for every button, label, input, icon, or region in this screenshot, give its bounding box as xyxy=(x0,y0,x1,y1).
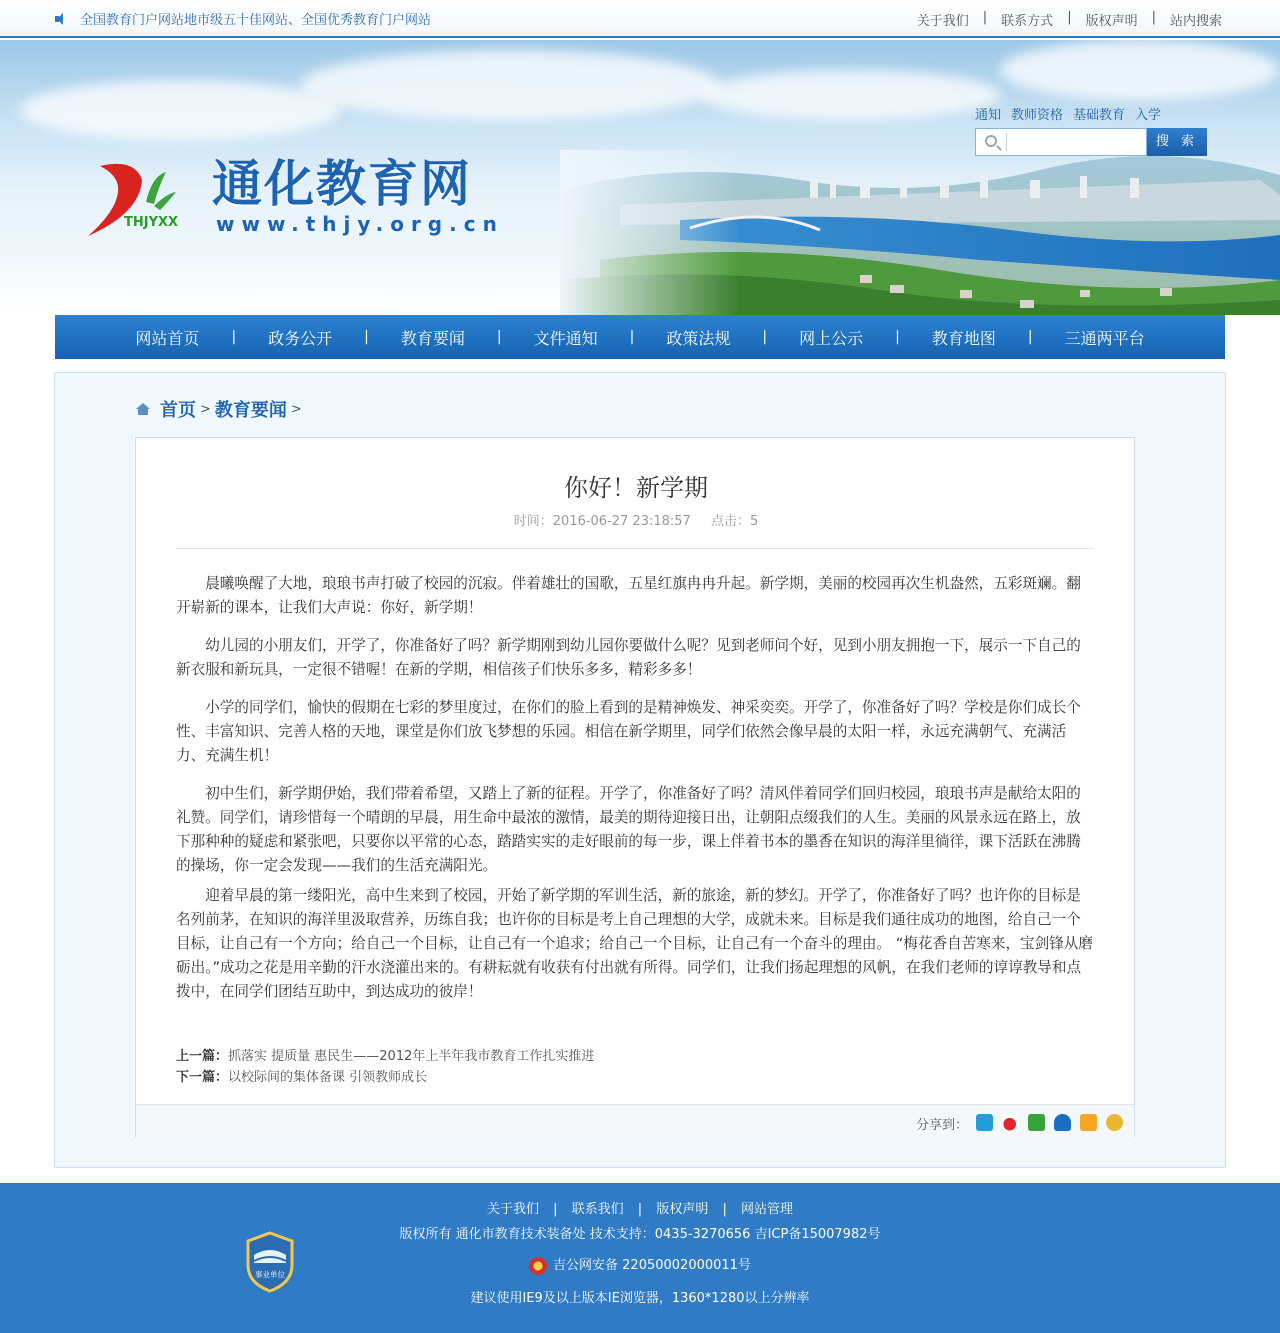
separator: | xyxy=(364,329,369,345)
site-logo-url: www.thjy.org.cn xyxy=(216,212,504,236)
prev-article-link[interactable]: 抓落实 提质量 惠民生——2012年上半年我市教育工作扎实推进 xyxy=(228,1049,595,1064)
article-paragraph: 迎着早晨的第一缕阳光，高中生来到了校园，开始了新学期的军训生活，新的旅途，新的梦幻。开学了，你准备好了吗？也许你的目标是名列前茅，在知识的海洋里汲取营养，历练自我；也许你的目标是考上自己理想的大学，成就未来。目标是我们通往成功的地图，给自己一个目标，让自己有一个方向；给自己一个目标，让自己有一个追求；给自己一个目标，让自己有一个奋斗的理由。 “梅花香自苦寒来，宝剑锋从磨砺出。”成功之花是用辛勤的汗水浇灌出来的。有耕耘就有收获有付出就有所得。同学们，让我们扬起理想的风帆，在我们老师的谆谆教导和点拨中，在同学们团结互助中，到达成功的彼岸！ xyxy=(176,887,1094,1000)
article-paragraph: 幼儿园的小朋友们，开学了，你准备好了吗？新学期刚到幼儿园你要做什么呢？见到老师问个好，见到小朋友拥抱一下，展示一下自己的新衣服和新玩具，一定很不错喔！在新的学期，相信孩子们快乐多多，精彩多多！ xyxy=(176,637,1081,678)
nav-item-policies[interactable]: 政策法规 xyxy=(666,328,731,348)
quick-link-enrollment[interactable]: 入学 xyxy=(1135,108,1162,123)
separator: | xyxy=(982,10,988,25)
nav-item-platform[interactable]: 三通两平台 xyxy=(1064,328,1145,348)
prev-article-label: 上一篇： xyxy=(176,1049,229,1064)
top-bar xyxy=(0,0,1280,38)
separator: | xyxy=(553,1202,558,1217)
quick-link-notice[interactable]: 通知 xyxy=(975,108,1002,123)
next-article xyxy=(176,1067,594,1088)
separator: | xyxy=(1027,329,1033,345)
nav-item-education-news[interactable]: 教育要闻 xyxy=(400,328,465,348)
public-institution-badge-icon[interactable] xyxy=(244,1231,296,1293)
quick-links xyxy=(975,104,1161,123)
top-link-contact[interactable]: 联系方式 xyxy=(1001,14,1054,29)
search-icon xyxy=(985,135,997,147)
separator: | xyxy=(637,1202,643,1217)
article-paragraph: 晨曦唤醒了大地，琅琅书声打破了校园的沉寂。伴着雄壮的国歌，五星红旗冉冉升起。新学期，美丽的校园再次生机盎然，五彩斑斓。翻开崭新的课本，让我们大声说：你好，新学期！ xyxy=(176,575,1081,616)
article-meta xyxy=(136,510,1136,529)
divider xyxy=(1006,133,1007,151)
breadcrumb-separator: > xyxy=(200,401,211,417)
nav-item-notices[interactable]: 文件通知 xyxy=(533,328,598,348)
site-notice xyxy=(54,9,431,28)
article-body xyxy=(176,572,1094,1018)
home-icon xyxy=(136,403,150,415)
share-qqweibo-icon[interactable] xyxy=(1080,1114,1097,1131)
footer-links xyxy=(0,1198,1280,1217)
nav-item-government-affairs[interactable]: 政务公开 xyxy=(268,328,333,348)
separator: | xyxy=(762,329,768,345)
footer xyxy=(0,1183,1280,1333)
article-panel xyxy=(135,437,1135,1137)
site-notice-text: 全国教育门户网站地市级五十佳网站、全国优秀教育门户网站 xyxy=(80,13,432,28)
city-scenery-image xyxy=(560,150,1280,315)
prev-article xyxy=(176,1046,594,1067)
nav-item-home[interactable]: 网站首页 xyxy=(135,328,200,348)
breadcrumb xyxy=(136,396,306,422)
search-box xyxy=(975,128,1147,156)
badge-label: 事业单位 xyxy=(255,1270,285,1279)
separator: | xyxy=(629,329,635,345)
footer-police-text: 吉公网安备 22050002000011号 xyxy=(553,1258,751,1273)
breadcrumb-home[interactable]: 首页 xyxy=(160,400,196,421)
share-more-icon[interactable] xyxy=(1106,1114,1123,1131)
share-bar xyxy=(136,1104,1134,1137)
share-weibo-icon[interactable] xyxy=(1002,1114,1019,1131)
footer-link-copyright[interactable]: 版权声明 xyxy=(656,1202,709,1217)
police-badge-icon xyxy=(529,1257,547,1275)
nav-item-public-announcements[interactable]: 网上公示 xyxy=(799,328,864,348)
main-nav xyxy=(55,315,1225,359)
quick-link-teacher-qualification[interactable]: 教师资格 xyxy=(1011,108,1064,123)
nav-item-education-map[interactable]: 教育地图 xyxy=(931,328,996,348)
breadcrumb-section[interactable]: 教育要闻 xyxy=(214,400,287,421)
footer-police-record[interactable] xyxy=(0,1254,1280,1275)
next-article-label: 下一篇： xyxy=(176,1070,229,1085)
article-clicks: 点击：5 xyxy=(710,514,759,529)
separator: | xyxy=(895,329,900,345)
top-link-search[interactable]: 站内搜索 xyxy=(1169,14,1222,29)
quick-link-basic-education[interactable]: 基础教育 xyxy=(1073,108,1126,123)
prev-next-links xyxy=(176,1046,594,1088)
top-link-about[interactable]: 关于我们 xyxy=(916,14,969,29)
top-nav xyxy=(917,10,1222,29)
header-banner xyxy=(0,40,1280,315)
footer-browser-note: 建议使用IE9及以上版本IE浏览器，1360*1280以上分辨率 xyxy=(470,1291,810,1306)
separator: | xyxy=(231,329,237,345)
divider xyxy=(176,548,1094,549)
article-paragraph: 初中生们，新学期伊始，我们带着希望，又踏上了新的征程。开学了，你准备好了吗？清风伴着同学们回归校园，琅琅书声是献给太阳的礼赞。同学们，请珍惜每一个晴朗的早晨，用生命中最浓的激情，最美的期待迎接日出，让朝阳点缀我们的人生。美丽的风景永远在路上，放下那种种的疑虑和紧张吧，只要你以平常的心态，踏踏实实的走好眼前的每一步，课上伴着书本的墨香在知识的海洋里徜徉，课下活跃在沸腾的操场，你一定会发现——我们的生活充满阳光。 xyxy=(176,785,1081,874)
breadcrumb-separator: > xyxy=(290,401,302,417)
article-title: 你好！新学期 xyxy=(564,474,708,502)
site-logo-title[interactable]: 通化教育网 xyxy=(212,155,472,213)
separator: | xyxy=(496,329,502,345)
search-input[interactable] xyxy=(1008,132,1138,152)
footer-copyright: 版权所有 通化市教育技术装备处 技术支持：0435-3270656 吉ICP备15007982号 xyxy=(399,1227,881,1242)
next-article-link[interactable]: 以校际间的集体备课 引领教师成长 xyxy=(228,1070,428,1085)
share-label: 分享到： xyxy=(916,1118,969,1133)
search-button[interactable]: 搜 索 xyxy=(1147,128,1207,156)
separator: | xyxy=(722,1202,727,1217)
separator: | xyxy=(1151,10,1156,25)
logo-abbreviation: THJYXX xyxy=(124,215,179,230)
top-link-copyright[interactable]: 版权声明 xyxy=(1085,14,1138,29)
share-renren-icon[interactable] xyxy=(1028,1114,1045,1131)
footer-link-about[interactable]: 关于我们 xyxy=(486,1202,539,1217)
article-paragraph: 小学的同学们，愉快的假期在七彩的梦里度过，在你们的脸上看到的是精神焕发、神采奕奕。开学了，你准备好了吗？学校是你们成长个性、丰富知识、完善人格的天地，课堂是你们放飞梦想的乐园。相信在新学期里，同学们依然会像早晨的太阳一样，永远充满朝气、充满活力、充满生机！ xyxy=(176,699,1081,764)
footer-link-admin[interactable]: 网站管理 xyxy=(741,1202,794,1217)
share-qzone-icon[interactable] xyxy=(976,1114,993,1131)
article-time: 时间：2016-06-27 23:18:57 xyxy=(513,514,691,529)
separator: | xyxy=(1067,10,1072,25)
share-kaixin-icon[interactable] xyxy=(1054,1114,1071,1131)
footer-link-contact[interactable]: 联系我们 xyxy=(571,1202,624,1217)
speaker-icon xyxy=(54,12,70,26)
